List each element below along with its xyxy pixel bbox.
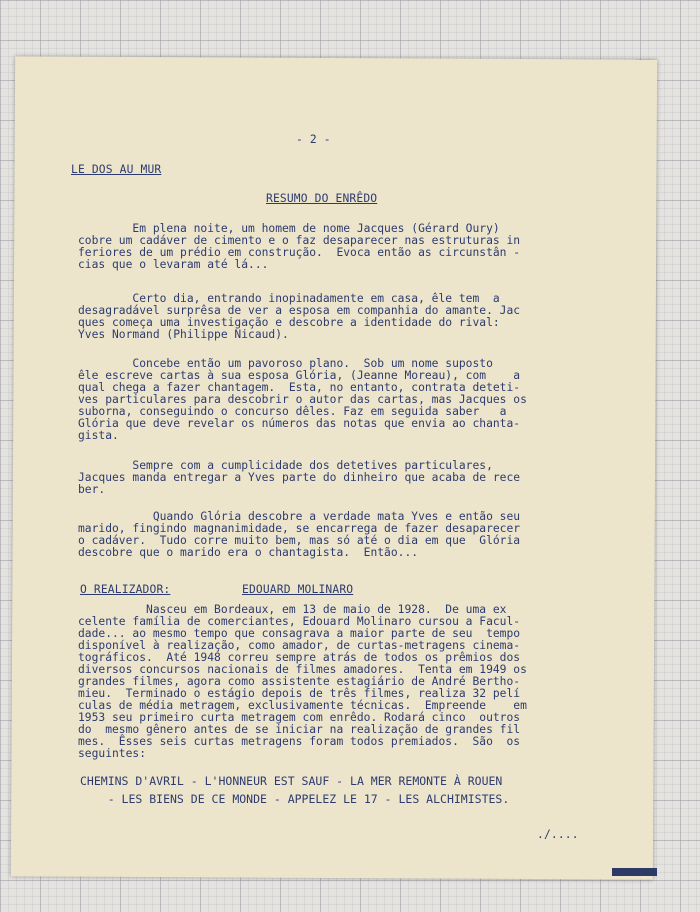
text-line: cias que o levaram até lá... (78, 258, 269, 271)
text-line: desagradável surprêsa de ver a esposa em companhia do amante. Jac (78, 304, 521, 317)
text-line: qual chega a fazer chantagem. Esta, no entanto, contrata deteti- (78, 381, 521, 394)
text-line: êle escreve cartas à sua esposa Glória, (Jeanne Moreau), com a (78, 369, 521, 382)
text-line: Concebe então um pavoroso plano. Sob um nome suposto (78, 357, 493, 370)
text-line: o cadáver. Tudo corre muito bem, mas só até o dia em que Glória (78, 534, 521, 547)
text-line: suborna, conseguindo o concurso dêles. Faz em seguida saber a (78, 405, 507, 418)
text-line: tográficos. Até 1948 correu sempre atrás de todos os prêmios dos (78, 651, 521, 664)
continuation-mark: ./.... (537, 828, 579, 841)
text-line: diversos concursos nacionais de filmes amadores. Tenta em 1949 os (78, 663, 527, 676)
text-line: Em plena noite, um homem de nome Jacques (Gérard Oury) (78, 222, 500, 235)
text-line: ques começa uma investigação e descobre a identidade do rival: (78, 316, 500, 329)
short-films-list (80, 772, 509, 808)
text-line: mieu. Terminado o estágio depois de três filmes, realiza 32 pelí (78, 687, 521, 700)
director-name: EDOUARD MOLINARO (242, 583, 354, 596)
text-line: disponível à realização, como amador, de curtas-metragens cinema- (78, 639, 521, 652)
synopsis-paragraph-4 (78, 460, 520, 496)
director-label: O REALIZADOR: (80, 583, 171, 596)
film-title: LE DOS AU MUR (71, 163, 162, 176)
text-line: - LES BIENS DE CE MONDE - APPELEZ LE 17 - LES ALCHIMISTES. (80, 792, 510, 806)
text-line: cobre um cadáver de cimento e o faz desaparecer nas estruturas in (78, 234, 521, 247)
text-line: dade... ao mesmo tempo que consagrava a maior parte de seu tempo (78, 627, 521, 640)
text-line: ves particulares para descobrir o autor das cartas, mas Jacques os (78, 393, 527, 406)
text-line: feriores de um prédio em construção. Evoca então as circunstân - (78, 246, 521, 259)
text-line: seguintes: (78, 747, 147, 760)
director-biography (78, 604, 527, 760)
text-line: gista. (78, 429, 119, 442)
text-line: Sempre com a cumplicidade dos detetives particulares, (78, 459, 493, 472)
text-line: Glória que deve revelar os números das notas que envia ao chanta- (78, 417, 521, 430)
text-line: ber. (78, 483, 106, 496)
synopsis-paragraph-5 (78, 511, 520, 559)
page-number: - 2 - (296, 133, 331, 146)
text-line: Quando Glória descobre a verdade mata Yves e então seu (78, 510, 521, 523)
text-line: CHEMINS D'AVRIL - L'HONNEUR EST SAUF - LA MER REMONTE À ROUEN (80, 774, 503, 788)
synopsis-paragraph-2 (78, 293, 520, 341)
text-line: 1953 seu primeiro curta metragem com enrêdo. Rodará cinco outros (78, 711, 521, 724)
synopsis-paragraph-1 (78, 223, 520, 271)
text-line: celente família de comerciantes, Edouard Molinaro cursou a Facul- (78, 615, 521, 628)
section-title: RESUMO DO ENRÊDO (266, 192, 378, 205)
blue-tape-edge (612, 868, 657, 876)
text-line: Certo dia, entrando inopinadamente em casa, êle tem a (78, 292, 500, 305)
synopsis-paragraph-3 (78, 358, 527, 442)
text-line: culas de média metragem, exclusivamente técnicas. Empreende em (78, 699, 527, 712)
text-line: grandes filmes, agora como assistente estagiário de André Bertho- (78, 675, 521, 688)
text-line: mes. Êsses seis curtas metragens foram todos premiados. São os (78, 735, 521, 748)
text-line: marido, fingindo magnanimidade, se encarrega de fazer desaparecer (78, 522, 521, 535)
text-line: descobre que o marido era o chantagista. Então... (78, 546, 419, 559)
text-line: Yves Normand (Philippe Nicaud). (78, 328, 289, 341)
text-line: Nasceu em Bordeaux, em 13 de maio de 1928. De uma ex (78, 603, 507, 616)
text-line: Jacques manda entregar a Yves parte do dinheiro que acaba de rece (78, 471, 521, 484)
text-line: do mesmo gênero antes de se iniciar na realização de grandes fil (78, 723, 521, 736)
